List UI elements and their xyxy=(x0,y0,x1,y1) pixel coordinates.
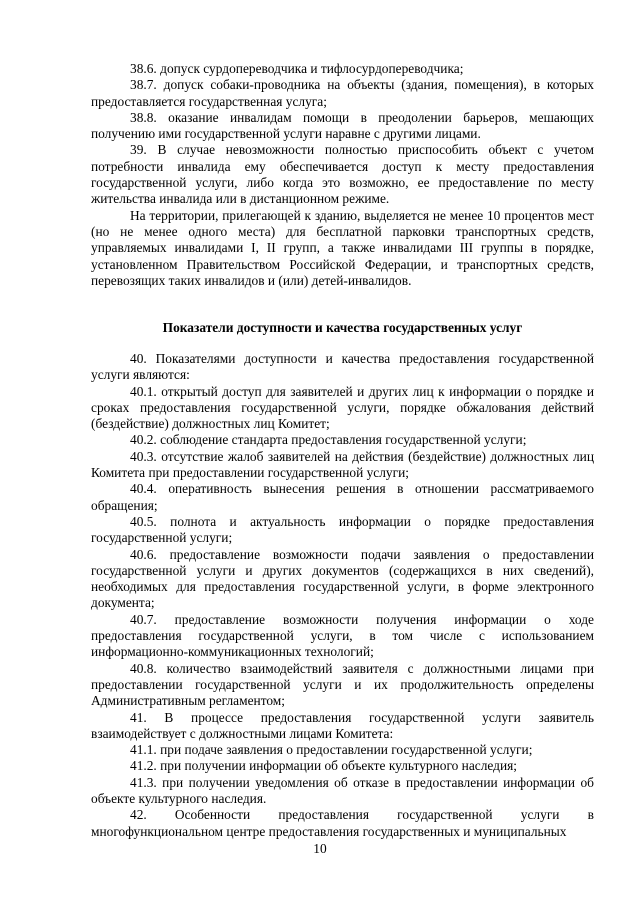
paragraph-40-6: 40.6. предоставление возможности подачи заявления о предоставлении государственной услуги и других документов (содержащихся в них сведений), необходимых для предоставления государственной услуги, в форме электронного документа; xyxy=(91,546,594,611)
bottom-text-block xyxy=(91,351,594,840)
paragraph-39: 39. В случае невозможности полностью приспособить объект с учетом потребности инвалида ему обеспечивается доступ к месту предоставления государственной услуги, либо когда это возможно, ее предоставление по месту жительства инвалида или в дистанционном режиме. xyxy=(91,142,594,207)
paragraph-42: 42. Особенности предоставления государственной услуги в многофункциональном центре предоставления государственных и муниципальных xyxy=(91,807,594,839)
paragraph-40-5: 40.5. полнота и актуальность информации о порядке предоставления государственной услуги; xyxy=(91,513,594,546)
paragraph-parking: На территории, прилегающей к зданию, выделяется не менее 10 процентов мест (но не менее одного места) для бесплатной парковки транспортных средств, управляемых инвалидами I, II групп, а также инвалидами III группы в порядке, установленном Правительством Российской Федерации, и транспортных средств, перевозящих таких инвалидов и (или) детей-инвалидов. xyxy=(91,207,594,288)
paragraph-41-3: 41.3. при получении уведомления об отказе в предоставлении информации об объекте культурного наследия. xyxy=(91,774,594,807)
section-heading: Показатели доступности и качества государственных услуг xyxy=(162,320,523,335)
paragraph-40-4: 40.4. оперативность вынесения решения в отношении рассматриваемого обращения; xyxy=(91,481,594,513)
paragraph-40-2: 40.2. соблюдение стандарта предоставления государственной услуги; xyxy=(130,432,527,448)
paragraph-38-6: 38.6. допуск сурдопереводчика и тифлосурдопереводчика; xyxy=(130,61,464,76)
paragraph-40-7: 40.7. предоставление возможности получения информации о ходе предоставления государственной услуги, в том числе с использованием информационно-коммуникационных технологий; xyxy=(91,611,594,660)
paragraph-40: 40. Показателями доступности и качества предоставления государственной услуги являются: xyxy=(91,351,594,383)
paragraph-38-8: 38.8. оказание инвалидам помощи в преодолении барьеров, мешающих получению ими государственной услуги наравне с другими лицами. xyxy=(91,109,594,142)
top-text-block xyxy=(91,61,594,289)
paragraph-40-8: 40.8. количество взаимодействий заявителя с должностными лицами при предоставлении государственной услуги и их продолжительность определены Административным регламентом; xyxy=(91,660,594,709)
paragraph-41: 41. В процессе предоставления государственной услуги заявитель взаимодействует с должностными лицами Комитета: xyxy=(91,709,594,741)
paragraph-40-3: 40.3. отсутствие жалоб заявителей на действия (бездействие) должностных лиц Комитета при предоставлении государственной услуги; xyxy=(91,448,594,481)
paragraph-38-7: 38.7. допуск собаки-проводника на объекты (здания, помещения), в которых предоставляется государственная услуга; xyxy=(91,77,594,109)
paragraph-40-1: 40.1. открытый доступ для заявителей и других лиц к информации о порядке и сроках предоставления государственной услуги, порядке обжалования действий (бездействие) должностных лиц Комитет; xyxy=(91,383,594,432)
paragraph-41-1: 41.1. при подаче заявления о предоставлении государственной услуги; xyxy=(130,742,533,758)
page-number: 10 xyxy=(313,841,327,856)
paragraph-41-2: 41.2. при получении информации об объекте культурного наследия; xyxy=(130,758,518,774)
